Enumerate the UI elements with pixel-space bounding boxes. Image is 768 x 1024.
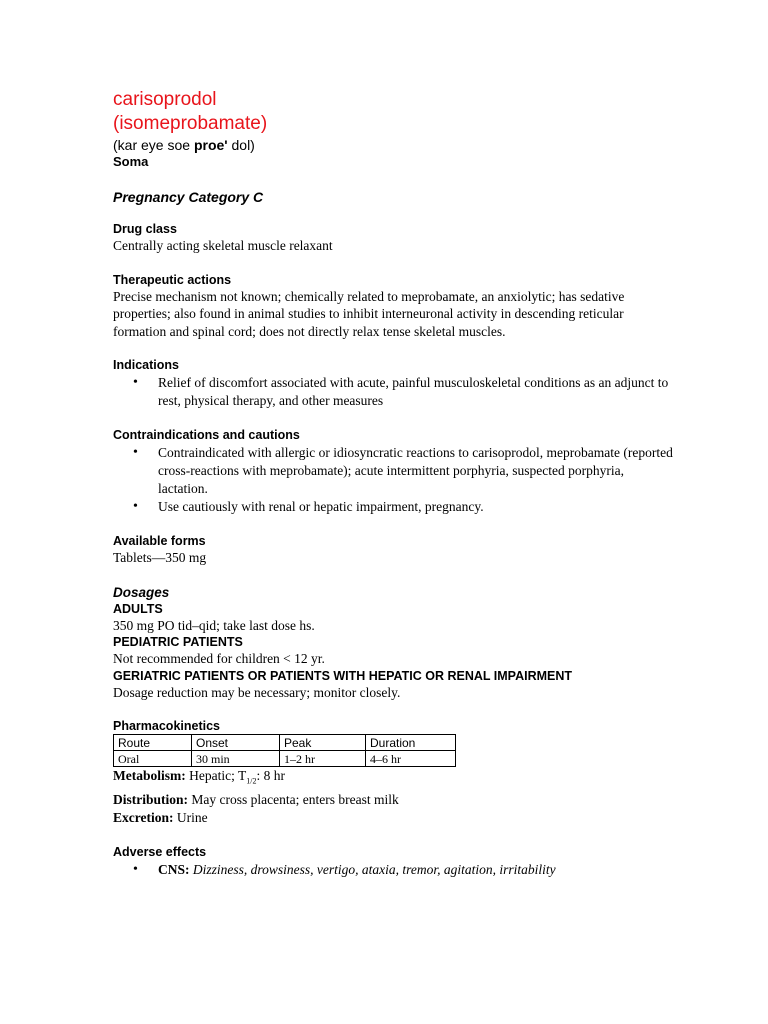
pregnancy-category: Pregnancy Category C (113, 189, 264, 205)
dosages-section (113, 584, 673, 702)
indications-section (113, 357, 673, 410)
table-cell: 1–2 hr (280, 751, 366, 767)
adverse-effects-heading: Adverse effects (113, 844, 207, 859)
table-header-cell: Onset (192, 735, 280, 751)
drug-name: carisoprodol (113, 89, 217, 110)
adults-text: 350 mg PO tid–qid; take last dose hs. (113, 617, 315, 633)
geriatric-label: GERIATRIC PATIENTS OR PATIENTS WITH HEPATIC OR RENAL IMPAIRMENT (113, 668, 573, 683)
list-item: • Contraindicated with allergic or idiosyncratic reactions to carisoprodol, meprobamate (reported cross-reactions with meprobamate); acute intermittent porphyria, suspected porphyria, lactation. (158, 444, 673, 498)
adverse-effects-section (113, 844, 673, 879)
pharmacokinetics-heading: Pharmacokinetics (113, 719, 220, 733)
table-header-cell: Route (114, 735, 192, 751)
pharmacokinetics-section (113, 718, 673, 827)
pronunciation: (kar eye soe proe' dol) (113, 137, 255, 153)
pediatric-label: PEDIATRIC PATIENTS (113, 635, 243, 649)
dosages-heading: Dosages (113, 584, 170, 600)
table-cell: 30 min (192, 751, 280, 767)
excretion-line: Excretion: Urine (113, 809, 208, 825)
pediatric-text: Not recommended for children < 12 yr. (113, 651, 325, 666)
therapeutic-text: Precise mechanism not known; chemically related to meprobamate, an anxiolytic; has sedative properties; also found in animal studies to inhibit interneuronal activity in descending reticular formation and spinal cord; does not directly relax tense skeletal muscles. (113, 288, 625, 339)
indications-heading: Indications (113, 358, 179, 372)
forms-heading: Available forms (113, 534, 206, 548)
table-header-cell: Duration (366, 735, 456, 751)
therapeutic-section (113, 272, 673, 341)
table-cell: Oral (114, 751, 192, 767)
therapeutic-heading: Therapeutic actions (113, 272, 232, 287)
contraindications-heading: Contraindications and cautions (113, 428, 300, 442)
forms-section (113, 533, 673, 567)
adults-label: ADULTS (113, 601, 163, 616)
contraindications-section (113, 427, 673, 516)
geriatric-text: Dosage reduction may be necessary; monitor closely. (113, 684, 401, 700)
contraindications-list (113, 444, 673, 516)
monograph-page (113, 88, 673, 879)
table-header-cell: Peak (280, 735, 366, 751)
drug-class-heading: Drug class (113, 222, 177, 236)
list-item: • CNS: Dizziness, drowsiness, vertigo, ataxia, tremor, agitation, irritability (158, 861, 673, 879)
drug-class-text: Centrally acting skeletal muscle relaxant (113, 238, 333, 253)
list-item: • Use cautiously with renal or hepatic impairment, pregnancy. (158, 498, 673, 516)
drug-class-section (113, 221, 673, 255)
brand-name: Soma (113, 154, 149, 169)
distribution-line: Distribution: May cross placenta; enters breast milk (113, 791, 399, 807)
metabolism-line: Metabolism: Hepatic; $T_{1/2}$: 8 hr (113, 768, 285, 786)
pharmacokinetics-table (113, 734, 456, 767)
adverse-effects-list (113, 861, 673, 879)
table-header-row (114, 735, 456, 751)
forms-text: Tablets—350 mg (113, 550, 207, 565)
drug-alt-name: (isomeprobamate) (113, 113, 268, 134)
table-cell: 4–6 hr (366, 751, 456, 767)
list-item: • Relief of discomfort associated with acute, painful musculoskeletal conditions as an adjunct to rest, physical therapy, and other measures (158, 374, 673, 410)
table-row (114, 751, 456, 767)
indications-list (113, 374, 673, 410)
